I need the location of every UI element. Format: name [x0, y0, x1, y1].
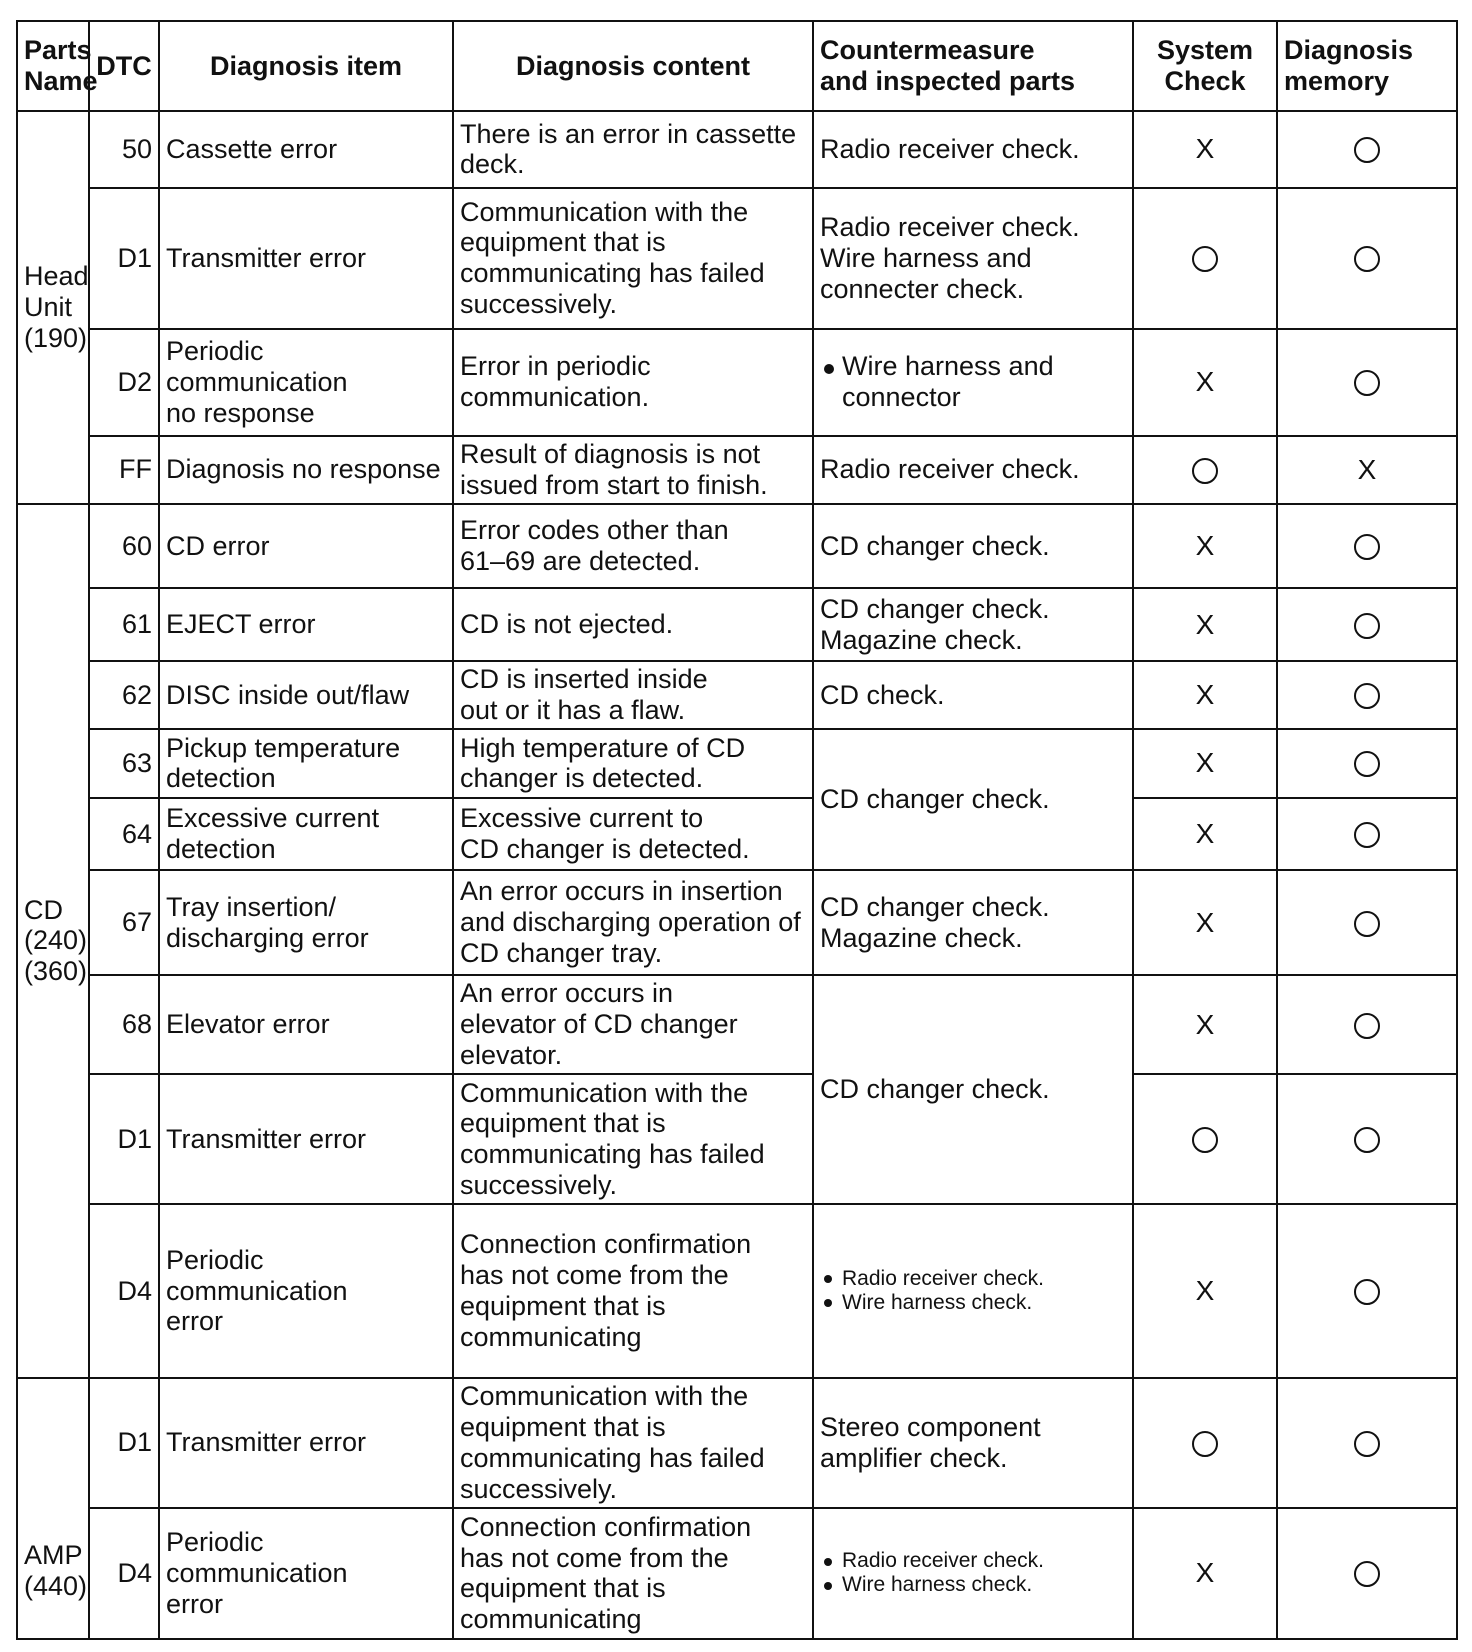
diagnosis-item: Transmitter error: [159, 1074, 453, 1204]
table-row: [17, 1074, 1457, 1204]
dtc-code: 50: [89, 111, 159, 188]
dtc-code: D1: [89, 188, 159, 329]
circle-mark-icon: [1192, 246, 1218, 272]
circle-mark-icon: [1192, 1127, 1218, 1153]
dtc-code: D2: [89, 329, 159, 436]
diagnosis-item: Periodic communication error: [159, 1204, 453, 1377]
circle-mark-icon: [1354, 683, 1380, 709]
system-check-mark: [1133, 1204, 1277, 1377]
diagnosis-memory-mark: [1277, 436, 1457, 504]
table-row: [17, 436, 1457, 504]
diagnosis-item: Pickup temperature detection: [159, 729, 453, 798]
bullet-item: Wire harness check.: [820, 1573, 1126, 1597]
circle-mark-icon: [1354, 1431, 1380, 1457]
countermeasure: CD changer check.: [813, 975, 1133, 1204]
diagnosis-memory-mark: [1277, 504, 1457, 589]
diagnosis-content: Connection confirmation has not come from the equipment that is communicating: [453, 1204, 813, 1377]
x-mark-icon: X: [1195, 906, 1215, 938]
countermeasure: CD changer check. Magazine check.: [813, 870, 1133, 975]
diagnosis-content: An error occurs in elevator of CD changer elevator.: [453, 975, 813, 1074]
diagnosis-item: Excessive current detection: [159, 798, 453, 871]
diagnosis-item: Cassette error: [159, 111, 453, 188]
table-row: [17, 1204, 1457, 1377]
diagnosis-memory-mark: [1277, 1204, 1457, 1377]
circle-mark-icon: [1354, 1561, 1380, 1587]
countermeasure: CD changer check.: [813, 504, 1133, 589]
diagnosis-item: DISC inside out/flaw: [159, 661, 453, 729]
table-row: [17, 1378, 1457, 1508]
diagnosis-memory-mark: [1277, 870, 1457, 975]
group-head-unit: Head Unit (190): [17, 111, 89, 504]
group-cd: CD (240) (360): [17, 504, 89, 1378]
system-check-mark: [1133, 1378, 1277, 1508]
system-check-mark: [1133, 975, 1277, 1074]
system-check-mark: [1133, 870, 1277, 975]
dtc-code: 68: [89, 975, 159, 1074]
circle-mark-icon: [1354, 1127, 1380, 1153]
x-mark-icon: X: [1195, 1274, 1215, 1306]
group-amp: AMP (440): [17, 1378, 89, 1639]
table-row: [17, 975, 1457, 1074]
circle-mark-icon: [1192, 458, 1218, 484]
diagnosis-content: Excessive current to CD changer is detected.: [453, 798, 813, 871]
system-check-mark: [1133, 504, 1277, 589]
dtc-table: [16, 20, 1458, 1640]
countermeasure: CD changer check. Magazine check.: [813, 588, 1133, 661]
circle-mark-icon: [1354, 613, 1380, 639]
dtc-code: 67: [89, 870, 159, 975]
diagnosis-content: Connection confirmation has not come from the equipment that is communicating: [453, 1508, 813, 1639]
diagnosis-item: Diagnosis no response: [159, 436, 453, 504]
system-check-mark: [1133, 329, 1277, 436]
x-mark-icon: X: [1195, 608, 1215, 640]
x-mark-icon: X: [1195, 366, 1215, 398]
diagnosis-item: Periodic communication error: [159, 1508, 453, 1639]
table-row: [17, 329, 1457, 436]
system-check-mark: [1133, 661, 1277, 729]
table-row: [17, 798, 1457, 871]
system-check-mark: [1133, 188, 1277, 329]
dtc-code: D1: [89, 1378, 159, 1508]
header-diagnosis-memory: Diagnosis memory: [1277, 21, 1457, 111]
diagnosis-item: Transmitter error: [159, 188, 453, 329]
table-row: [17, 188, 1457, 329]
circle-mark-icon: [1354, 751, 1380, 777]
diagnosis-memory-mark: [1277, 188, 1457, 329]
system-check-mark: [1133, 588, 1277, 661]
diagnosis-content: CD is not ejected.: [453, 588, 813, 661]
diagnosis-memory-mark: [1277, 588, 1457, 661]
x-mark-icon: X: [1195, 133, 1215, 165]
dtc-code: D4: [89, 1204, 159, 1377]
table-row: [17, 661, 1457, 729]
circle-mark-icon: [1354, 822, 1380, 848]
header-diagnosis-content: Diagnosis content: [453, 21, 813, 111]
circle-mark-icon: [1354, 1013, 1380, 1039]
countermeasure: Radio receiver check.: [813, 436, 1133, 504]
table-row: [17, 729, 1457, 798]
x-mark-icon: X: [1195, 529, 1215, 561]
diagnosis-content: High temperature of CD changer is detected.: [453, 729, 813, 798]
x-mark-icon: X: [1195, 1557, 1215, 1589]
countermeasure: CD check.: [813, 661, 1133, 729]
table-row: [17, 870, 1457, 975]
diagnosis-content: Communication with the equipment that is communicating has failed successively.: [453, 1074, 813, 1204]
diagnosis-item: Periodic communication no response: [159, 329, 453, 436]
countermeasure: CD changer check.: [813, 729, 1133, 870]
header-diagnosis-item: Diagnosis item: [159, 21, 453, 111]
diagnosis-memory-mark: [1277, 661, 1457, 729]
countermeasure-bullets: [820, 1549, 1126, 1597]
system-check-mark: [1133, 111, 1277, 188]
x-mark-icon: X: [1195, 747, 1215, 779]
diagnosis-content: There is an error in cassette deck.: [453, 111, 813, 188]
diagnosis-content: Communication with the equipment that is communicating has failed successively.: [453, 1378, 813, 1508]
diagnosis-content: CD is inserted inside out or it has a flaw.: [453, 661, 813, 729]
x-mark-icon: X: [1357, 453, 1377, 485]
diagnosis-content: Error in periodic communication.: [453, 329, 813, 436]
bullet-item: Wire harness check.: [820, 1291, 1126, 1315]
table-row: [17, 1508, 1457, 1639]
countermeasure-bullets: [820, 1267, 1126, 1315]
diagnosis-memory-mark: [1277, 798, 1457, 871]
table-row: [17, 111, 1457, 188]
header-row: [17, 21, 1457, 111]
diagnosis-item: EJECT error: [159, 588, 453, 661]
diagnosis-memory-mark: [1277, 329, 1457, 436]
diagnosis-memory-mark: [1277, 1508, 1457, 1639]
diagnosis-content: Result of diagnosis is not issued from start to finish.: [453, 436, 813, 504]
header-parts-name: Parts Name: [17, 21, 89, 111]
dtc-code: D4: [89, 1508, 159, 1639]
circle-mark-icon: [1354, 911, 1380, 937]
x-mark-icon: X: [1195, 1008, 1215, 1040]
circle-mark-icon: [1192, 1431, 1218, 1457]
diagnosis-content: An error occurs in insertion and discharging operation of CD changer tray.: [453, 870, 813, 975]
dtc-code: 64: [89, 798, 159, 871]
bullet-item: Radio receiver check.: [820, 1549, 1126, 1573]
diagnosis-item: Elevator error: [159, 975, 453, 1074]
dtc-code: 62: [89, 661, 159, 729]
dtc-code: 60: [89, 504, 159, 589]
diagnosis-memory-mark: [1277, 1074, 1457, 1204]
diagnosis-item: CD error: [159, 504, 453, 589]
table-row: [17, 504, 1457, 589]
circle-mark-icon: [1354, 370, 1380, 396]
countermeasure: Radio receiver check. Wire harness and connecter check.: [813, 188, 1133, 329]
bullet-item: Wire harness and connector: [820, 351, 1126, 413]
countermeasure: [813, 1204, 1133, 1377]
circle-mark-icon: [1354, 1279, 1380, 1305]
countermeasure-bullets: [820, 351, 1126, 413]
system-check-mark: [1133, 729, 1277, 798]
system-check-mark: [1133, 1074, 1277, 1204]
diagnosis-memory-mark: [1277, 111, 1457, 188]
diagnosis-item: Tray insertion/ discharging error: [159, 870, 453, 975]
circle-mark-icon: [1354, 246, 1380, 272]
countermeasure: Radio receiver check.: [813, 111, 1133, 188]
dtc-code: FF: [89, 436, 159, 504]
system-check-mark: [1133, 798, 1277, 871]
dtc-code: 61: [89, 588, 159, 661]
diagnosis-content: Communication with the equipment that is communicating has failed successively.: [453, 188, 813, 329]
x-mark-icon: X: [1195, 678, 1215, 710]
diagnosis-memory-mark: [1277, 1378, 1457, 1508]
countermeasure: Stereo component amplifier check.: [813, 1378, 1133, 1508]
table-row: [17, 588, 1457, 661]
countermeasure: [813, 329, 1133, 436]
dtc-code: D1: [89, 1074, 159, 1204]
circle-mark-icon: [1354, 534, 1380, 560]
bullet-item: Radio receiver check.: [820, 1267, 1126, 1291]
diagnosis-item: Transmitter error: [159, 1378, 453, 1508]
dtc-code: 63: [89, 729, 159, 798]
system-check-mark: [1133, 436, 1277, 504]
header-system-check: System Check: [1133, 21, 1277, 111]
diagnosis-memory-mark: [1277, 729, 1457, 798]
circle-mark-icon: [1354, 137, 1380, 163]
header-countermeasure: Countermeasure and inspected parts: [813, 21, 1133, 111]
countermeasure: [813, 1508, 1133, 1639]
diagnosis-memory-mark: [1277, 975, 1457, 1074]
system-check-mark: [1133, 1508, 1277, 1639]
x-mark-icon: X: [1195, 817, 1215, 849]
header-dtc: DTC: [89, 21, 159, 111]
diagnosis-content: Error codes other than 61–69 are detected.: [453, 504, 813, 589]
